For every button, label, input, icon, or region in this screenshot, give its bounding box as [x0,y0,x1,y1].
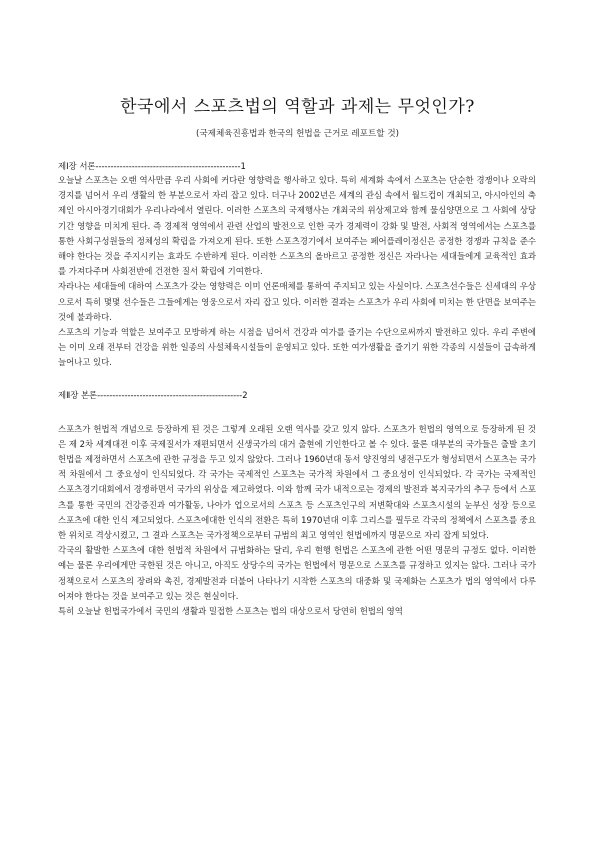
paragraph: 자라나는 세대들에 대하여 스포츠가 갖는 영향력은 이미 언론매체를 통하여 주지되고 있는 사실이다. 스포츠선수들은 신세대의 우상으로서 특히 몇몇 선수들은 그들에게는 영웅으로서 자리 잡고 있다. 이러한 결과는 스포츠가 우리 사회에 미치는 한 단면을 보여주는 것에 불과하다. [58,281,536,322]
paragraph: 스포츠가 헌법적 개념으로 등장하게 된 것은 그렇게 오래된 오랜 역사를 갖고 있지 않다. 스포츠가 헌법의 영역으로 등장하게 된 것은 제 2차 세계대전 이후 국제질서가 재편되면서 신생국가의 대거 출현에 기인한다고 볼 수 있다. 물론 대부분의 국가들은 출발 초기 헌법을 제정하면서 스포츠에 관한 규정을 두고 있지 않았다. 그러나 1960년대 동서 양진영의 냉전구도가 형성되면서 스포츠는 국가적 차원에서 그 중요성이 인식되었다. 각 국가는 국제적인 스포츠는 국가적 차원에서 그 중요성이 인식되었다. 각 국가는 국제적인 스포츠경기대회에서 경쟁하면서 국가의 위상을 제고하였다. 이와 함께 국가 내적으로는 경제의 발전과 복지국가의 추구 등에서 스포츠를 통한 국민의 건강증진과 여가활동, 나아가 업으로서의 스포츠 등 스포츠인구의 저변확대와 스포츠시설의 눈부신 성장 등으로 스포츠에 대한 인식 제고되었다. 스포츠에대한 인식의 전환은 특히 1970년대 이후 그리스를 필두로 각국의 정책에서 스포츠를 중요한 위치로 격상시켰고, 그 결과 스포츠는 국가정책으로부터 규범의 최고 영역인 헌법에까지 명문으로 자리 잡게 되었다. [58,423,536,541]
paragraph: 특히 오늘날 헌법국가에서 국민의 생활과 밀접한 스포츠는 법의 대상으로서 당연히 헌법의 영역 [58,606,403,617]
page-subtitle: (국제체육진흥법과 한국의 헌법을 근거로 레포트할 것) [196,129,399,139]
section-spacer [58,371,536,389]
page-title: 한국에서 스포츠법의 역할과 과제는 무엇인가? [120,97,475,117]
section-heading-introduction: 제Ⅰ장 서론------------------------------------------------1 [58,161,246,171]
paragraph: 오늘날 스포츠는 오랜 역사만큼 우리 사회에 커다란 영향력을 행사하고 있다. 특히 세계화 속에서 스포츠는 단순한 경쟁이나 오락의 경지를 넘어서 우리 생활의 한 부분으로서 자리 잡고 있다. 더구나 2002년은 세계의 관심 속에서 월드컵이 개최되고, 아시아인의 축제인 아시아경기대회가 우리나라에서 열린다. 이러한 스포츠의 국제행사는 개최국의 위상제고와 함께 물심양면으로 그 사회에 상당기간 영향을 미치게 된다. 즉 경제적 영역에서 관련 산업의 발전으로 인한 국가 경제력이 강화 및 발전, 사회적 영역에서는 스포츠를 통한 사회구성원들의 정체성의 확립을 가져오게 된다. 또한 스포츠경기에서 보여주는 페어플레이정신은 공정한 경쟁과 규칙을 준수해야 한다는 것을 주지시키는 효과도 수반하게 된다. 이러한 스포츠의 올바르고 공정한 정신은 자라나는 세대들에게 교육적인 효과를 가져다주며 사회전반에 건전한 질서 확립에 기여한다. [58,175,536,277]
paragraph: 스포츠의 기능과 역할은 보여주고 모방하게 하는 시점을 넘어서 건강과 여가를 즐기는 수단으로써까지 발전하고 있다. 우리 주변에는 이미 오래 전부터 건강을 위한 일종의 사설체육시설들이 운영되고 있다. 또한 여가생활을 즐기기 위한 각종의 시설들이 급속하게 늘어나고 있다. [58,327,536,368]
document-body [58,160,536,619]
section-spacer [58,402,536,422]
paragraph: 각국의 활발한 스포츠에 대한 헌법적 차원에서 규범화하는 달리, 우리 현행 헌법은 스포츠에 관한 어떤 명문의 규정도 없다. 이러한 예는 물론 우리에게만 국한된 것은 아니고, 아직도 상당수의 국가는 헌법에서 명문으로 스포츠를 규정하고 있지는 않다. 그러나 국가정책으로서 스포츠의 장려와 촉진, 경제발전과 더불어 나타나기 시작한 스포츠의 대중화 및 국제화는 스포츠가 법의 영역에서 다루어져야 한다는 것을 보여주고 있는 것은 현실이다. [58,545,536,601]
section-heading-main: 제Ⅱ장 본론------------------------------------------------2 [58,389,248,400]
